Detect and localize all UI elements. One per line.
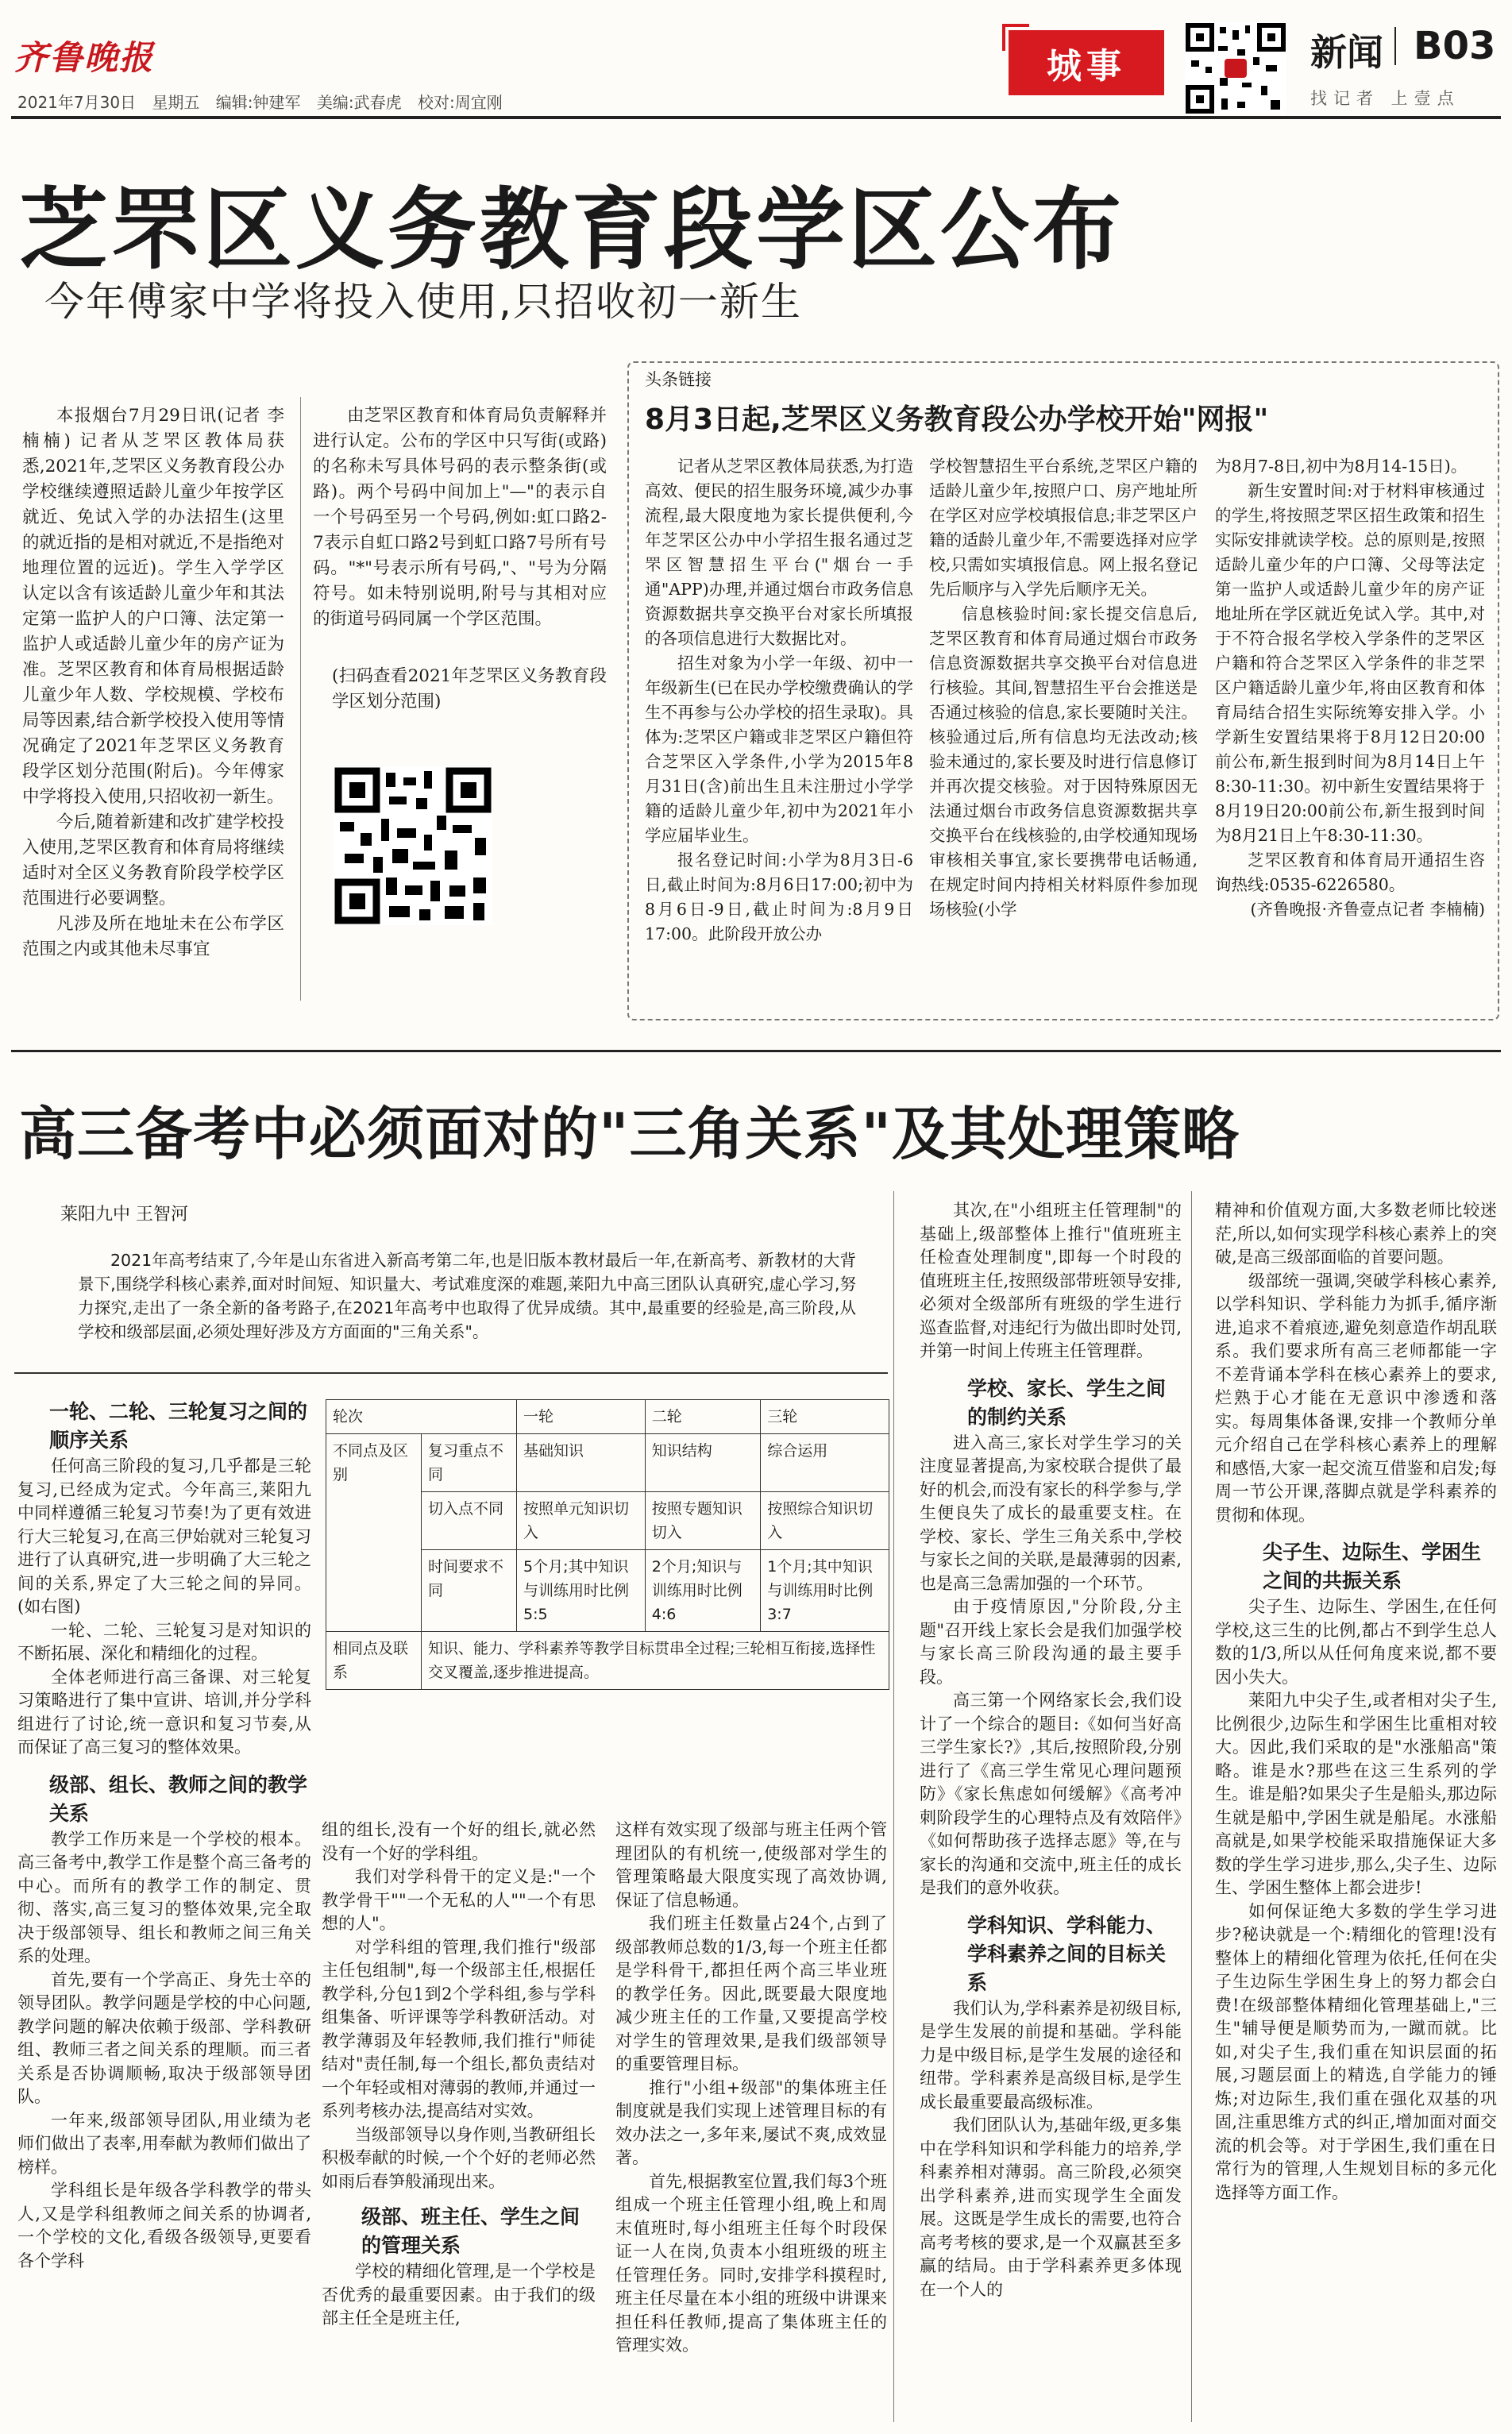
- review-rounds-table: [326, 1399, 889, 1690]
- table-cell: 轮次: [326, 1400, 517, 1434]
- sidebar-column-1: [645, 454, 913, 947]
- issue-date: 2021年7月30日: [17, 93, 137, 112]
- sidebar-paragraph: 记者从芝罘区教体局获悉,为打造高效、便民的招生服务环境,减少办事流程,最大限度地为家长提供便利,今年芝罘区公办中小学招生报名通过芝罘区智慧招生平台("烟台一手通"APP)办理,并通过烟台市政务信息资源数据共享交换平台对家长所填报的各项信息进行大数据比对。: [645, 457, 913, 648]
- article2-paragraph: 推行"小组+级部"的集体班主任制度就是我们实现上述管理目标的有效办法之一,多年来,屡试不爽,成效显著。: [615, 2077, 887, 2167]
- section-rule: [11, 1050, 1501, 1052]
- article2-paragraph: 高三第一个网络家长会,我们设计了一个综合的题目:《如何当好高三学生家长?》,其后,按照阶段,分别进行了《高三学生常见心理问题预防》《家长焦虑如何缓解》《高考冲刺阶段学生的心理特点及有效陪伴》《如何帮助孩子选择志愿》等,在与家长的沟通和交流中,班主任的成长是我们的意外收获。: [920, 1691, 1182, 1897]
- article2-intro-text: 2021年高考结束了,今年是山东省进入新高考第二年,也是旧版本教材最后一年,在新高考、新教材的大背景下,围绕学科核心素养,面对时间短、知识量大、考试难度深的难题,莱阳九中高三团队认真研究,虚心学习,努力探究,走出了一条全新的备考路子,在2021年高考中也取得了优异成绩。其中,最重要的经验是,高三阶段,从学校和级部层面,必须处理好涉及方方面面的"三角关系"。: [78, 1251, 856, 1341]
- masthead-rule: [11, 116, 1501, 119]
- article2-paragraph: 精神和价值观方面,大多数老师比较迷茫,所以,如何实现学科核心素养上的突破,是高三级部面临的首要问题。: [1215, 1201, 1497, 1267]
- article2-intro: [78, 1248, 856, 1344]
- article2-column-1: [17, 1398, 311, 2273]
- qr-code-icon: [334, 766, 492, 925]
- article1-paragraph: 由芝罘区教育和体育局负责解释并进行认定。公布的学区中只写街(或路)的名称未写具体号码的表示整条街(或路)。两个号码中间加上"—"的表示自一个号码至另一个号码,例如:虹口路2-7表示自虹口路2号到虹口路7号所有号码。"*"号表示所有号码,"、"号为分隔符号。如未特别说明,附号与其相对应的街道号码同属一个学区范围。: [313, 406, 607, 629]
- table-cell: 按照专题知识切入: [645, 1492, 760, 1550]
- qr-caption: (扫码查看2021年芝罘区义务教育段学区划分范围): [332, 666, 607, 712]
- article2-paragraph: 一年来,级部领导团队,用业绩为老师们做出了表率,用奉献为教师们做出了榜样。: [17, 2110, 311, 2177]
- page-number: B03: [1414, 24, 1496, 68]
- article2-paragraph: 学校的精细化管理,是一个学校是否优秀的最重要因素。由于我们的级部主任全是班主任,: [322, 2262, 596, 2328]
- header-divider: [1394, 27, 1396, 65]
- table-cell: 时间要求不同: [422, 1550, 517, 1632]
- article2-paragraph: 莱阳九中尖子生,或者相对尖子生,比例很少,边际生和学困生比重相对较大。因此,我们采取的是"水涨船高"策略。谁是水?那些在这三生系列的学生。谁是船?如果尖子生是船头,那边际生就是船中,学困生就是船尾。水涨船高就是,如果学校能采取措施保证大多数的学生学习进步,那么,尖子生、边际生、学困生整体上都会进步!: [1215, 1691, 1497, 1897]
- designer-credit: 美编:武春虎: [316, 93, 402, 112]
- table-cell: 综合运用: [761, 1434, 889, 1492]
- table-cell: 按照单元知识切入: [517, 1492, 646, 1550]
- article2-author: 莱阳九中 王智河: [60, 1205, 188, 1225]
- article2-paragraph: 这样有效实现了级部与班主任两个管理团队的有机统一,使级部对学生的管理策略最大限度实现了高效协调,保证了信息畅通。: [615, 1820, 887, 1910]
- article2-paragraph: 如何保证绝大多数的学生学习进步?秘诀就是一个:精细化的管理!没有整体上的精细化管理为依托,任何在尖子生边际生学困生身上的努力都会白费!在级部整体精细化管理基础上,"三生"辅导便是顺势而为,一蹴而就。比如,对尖子生,我们重在知识层面的拓展,习题层面上的精选,自学能力的锤炼;对边际生,我们重在强化双基的巩固,注重思维方式的纠正,增加面对面交流的机会等。对于学困生,我们重在日常行为的管理,人生规划目标的多元化选择等方面工作。: [1215, 1901, 1497, 2202]
- article1-headline: 芝罘区义务教育段学区公布: [19, 179, 1124, 282]
- article2-subhead: 级部、组长、教师之间的教学关系: [49, 1772, 308, 1825]
- article2-paragraph: 由于疫情原因,"分阶段,分主题"召开线上家长会是我们加强学校与家长高三阶段沟通的最主要手段。: [920, 1597, 1182, 1687]
- column-divider: [300, 397, 301, 1001]
- issue-weekday: 星期五: [152, 93, 200, 112]
- article2-paragraph: 当级部领导以身作则,当教研组长积极奉献的时候,一个个好的老师必然如雨后春笋般涌现出来。: [322, 2124, 596, 2191]
- sidebar-paragraph: 招生对象为小学一年级、初中一年级新生(已在民办学校缴费确认的学生不再参与公办学校的招生录取)。具体为:芝罘区户籍或非芝罘区户籍但符合芝罘区入学条件,小学为2015年8月31日(含)前出生且未注册过小学学籍的适龄儿童少年,初中为2021年小学应届毕业生。: [645, 654, 913, 845]
- qr-code-icon: [1185, 22, 1286, 114]
- article2-paragraph: 我们对学科骨干的定义是:"一个教学骨干""一个无私的人""一个有思想的人"。: [322, 1867, 596, 1933]
- table-cell: 2个月;知识与训练用时比例4:6: [645, 1550, 760, 1632]
- sidebar-tag: 头条链接: [642, 367, 715, 391]
- article2-paragraph: 尖子生、边际生、学困生,在任何学校,这三生的比例,都占不到学生总人数的1/3,所以从任何角度来说,都不要因小失大。: [1215, 1597, 1497, 1687]
- intro-rule: [14, 1372, 888, 1374]
- article2-column-2: [322, 1819, 596, 2331]
- column-divider: [1191, 1191, 1192, 2422]
- sidebar-column-2: [929, 454, 1198, 922]
- sidebar-paragraph: 为8月7-8日,初中为8月14-15日)。: [1215, 457, 1468, 476]
- article2-paragraph: 其次,在"小组班主任管理制"的基础上,级部整体上推行"值班班主任检查处理制度",即每一个时段的值班班主任,按照级部带班领导安排,必须对全级部所有班级的学生进行巡查监督,对违纪行为做出即时处罚,并第一时间上传班主任管理群。: [920, 1201, 1182, 1360]
- table-cell: 1个月;其中知识与训练用时比例3:7: [761, 1550, 889, 1632]
- article2-paragraph: 任何高三阶段的复习,几乎都是三轮复习,已经成为定式。今年高三,莱阳九中同样遵循三轮复习节奏!为了更有效进行大三轮复习,在高三伊始就对三轮复习进行了认真研究,进一步明确了大三轮之间的关系,界定了大三轮之间的异同。(如右图): [17, 1456, 311, 1616]
- sidebar-column-3: [1215, 454, 1485, 922]
- issue-meta: [17, 90, 514, 113]
- table-row: [326, 1434, 889, 1492]
- article1-subheadline: 今年傅家中学将投入使用,只招收初一新生: [44, 279, 802, 325]
- article2-subhead: 学校、家长、学生之间的制约关系: [967, 1376, 1167, 1429]
- article2-paragraph: 我们团队认为,基础年级,更多集中在学科知识和学科能力的培养,学科素养相对薄弱。高三阶段,必须突出学科素养,进而实现学生全面发展。这既是学生成长的需要,也符合高考考核的要求,是一个双赢甚至多赢的结局。由于学科素养更多体现在一个人的: [920, 2116, 1182, 2299]
- newspaper-logo: 齐鲁晚报: [14, 38, 155, 77]
- table-header-row: [326, 1400, 889, 1434]
- sidebar-paragraph: 新生安置时间:对于材料审核通过的学生,将按照芝罘区招生政策和招生实际安排就读学校。总的原则是,按照适龄儿童少年的户口簿、父母等法定第一监护人或适龄儿童少年的房产证地址所在学区就近免试入学。其中,对于不符合报名学校入学条件的芝罘区户籍和符合芝罘区入学条件的非芝罘区户籍适龄儿童少年,将由区教育和体育局结合招生实际统筹安排入学。小学新生安置结果将于8月12日20:00前公布,新生报到时间为8月14日上午8:30-11:30。初中新生安置结果将于8月19日20:00前公布,新生报到时间为8月21日上午8:30-11:30。: [1215, 481, 1485, 845]
- article2-paragraph: 我们认为,学科素养是初级目标,是学生发展的前提和基础。学科能力是中级目标,是学生发展的途径和纽带。学科素养是高级目标,是学生成长最重要最高级标准。: [920, 1998, 1182, 2112]
- table-cell: 切入点不同: [422, 1492, 517, 1550]
- article2-paragraph: 一轮、二轮、三轮复习是对知识的不断拓展、深化和精细化的过程。: [17, 1620, 311, 1663]
- table-cell: 三轮: [761, 1400, 889, 1434]
- sidebar-paragraph: 学校智慧招生平台系统,芝罘区户籍的适龄儿童少年,按照户口、房产地址所在学区对应学校填报信息;非芝罘区户籍的适龄儿童少年,不需要选择对应学校,只需如实填报信息。网上报名登记先后顺序与入学先后顺序无关。: [929, 457, 1198, 599]
- proofreader-credit: 校对:周宜刚: [418, 93, 503, 112]
- article2-headline: 高三备考中必须面对的"三角关系"及其处理策略: [19, 1101, 1240, 1167]
- table-cell: 复习重点不同: [422, 1434, 517, 1492]
- sidebar-paragraph: 芝罘区教育和体育局开通招生咨询热线:0535-6226580。: [1215, 851, 1485, 894]
- article2-paragraph: 进入高三,家长对学生学习的关注度显著提高,为家校联合提供了最好的机会,而没有家长的科学参与,学生便良失了成长的最重要支柱。在学校、家长、学生三角关系中,学校与家长之间的关联,是最薄弱的因素,也是高三急需加强的一个环节。: [920, 1433, 1182, 1593]
- editor-credit: 编辑:钟建军: [215, 93, 301, 112]
- article2-paragraph: 对学科组的管理,我们推行"级部主任包组制",每一个级部主任,根据任教学科,分包1到2个学科组,参与学科组集备、听评课等学科教研活动。对教学薄弱及年轻教师,我们推行"师徒结对"责任制,每一个组长,都负责结对一个年轻或相对薄弱的教师,并通过一系列考核办法,提高结对实效。: [322, 1937, 596, 2120]
- article1-column-2: [313, 403, 607, 715]
- table-cell: 一轮: [517, 1400, 646, 1434]
- article2-subhead: 级部、班主任、学生之间的管理关系: [361, 2205, 580, 2257]
- section-tag: 城事: [1009, 30, 1164, 95]
- table-cell: 不同点及区别: [326, 1434, 422, 1632]
- table-row: [326, 1632, 889, 1690]
- sidebar-paragraph: 信息核验时间:家长提交信息后,芝罘区教育和体育局通过烟台市政务信息资源数据共享交换平台对信息进行核验。其间,智慧招生平台会推送是否通过核验的信息,家长要随时关注。核验通过后,所有信息均无法改动;核验未通过的,家长要及时进行信息修订并再次提交核验。对于因特殊原因无法通过烟台市政务信息资源数据共享交换平台在线核验的,由学校通知现场审核相关事宜,家长要携带电话畅通,在规定时间内持相关材料原件参加现场核验(小学: [929, 604, 1198, 919]
- slogan: 找记者 上壹点: [1310, 89, 1460, 108]
- category-label: 新闻: [1310, 31, 1383, 74]
- sidebar-headline: 8月3日起,芝罘区义务教育段公办学校开始"网报": [645, 403, 1269, 436]
- article2-paragraph: 首先,根据教室位置,我们每3个班组成一个班主任管理小组,晚上和周末值班时,每小组班主任每个时段保证一人在岗,负责本小组班级的班主任管理任务。同时,安排学科摸程时,班主任尽量在本小组的班级中讲课来担任科任教师,提高了集体班主任的管理实效。: [615, 2171, 887, 2355]
- table-cell: 相同点及联系: [326, 1632, 422, 1690]
- table-cell: 知识、能力、学科素养等教学目标贯串全过程;三轮相互衔接,选择性交叉覆盖,逐步推进提高。: [422, 1632, 889, 1690]
- article2-paragraph: 学科组长是年级各学科教学的带头人,又是学科组教师之间关系的协调者,一个学校的文化,看级各级领导,更要看各个学科: [17, 2181, 311, 2270]
- article1-column-1: [22, 403, 284, 962]
- article2-subhead: 一轮、二轮、三轮复习之间的顺序关系: [49, 1400, 308, 1452]
- article2-column-5: [1215, 1199, 1497, 2204]
- article2-paragraph: 我们班主任数量占24个,占到了级部教师总数的1/3,每一个班主任都是学科骨干,都担任两个高三毕业班的教学任务。因此,既要最大限度地减少班主任的工作量,又要提高学校对学生的管理效果,是我们级部领导的重要管理目标。: [615, 1914, 887, 2073]
- article2-paragraph: 全体老师进行高三备课、对三轮复习策略进行了集中宣讲、培训,并分学科组进行了讨论,统一意识和复习节奏,从而保证了高三复习的整体效果。: [17, 1667, 311, 1757]
- table-cell: 知识结构: [645, 1434, 760, 1492]
- table-cell: 基础知识: [517, 1434, 646, 1492]
- article2-paragraph: 组的组长,没有一个好的组长,就必然没有一个好的学科组。: [322, 1820, 596, 1863]
- sidebar-paragraph: 报名登记时间:小学为8月3日-6日,截止时间为:8月6日17:00;初中为8月6日-9日,截止时间为:8月9日17:00。此阶段开放公办: [645, 851, 913, 943]
- table-cell: 5个月;其中知识与训练用时比例5:5: [517, 1550, 646, 1632]
- column-divider: [893, 1191, 894, 2422]
- article1-paragraph: 凡涉及所在地址未在公布学区范围之内或其他未尽事宜: [22, 914, 284, 959]
- article2-subhead: 学科知识、学科能力、学科素养之间的目标关系: [967, 1913, 1167, 1994]
- article2-paragraph: 级部统一强调,突破学科核心素养,以学科知识、学科能力为抓手,循序渐进,追求不着痕迹,避免刻意造作胡乱联系。我们要求所有高三老师都能一字不差背诵本学科在核心素养上的要求,烂熟于心才能在无意识中渗透和落实。每周集体备课,安排一个教师分单元介绍自己在学科核心素养上的理解和感悟,大家一起交流互借鉴和启发;每周一节公开课,落脚点就是学科素养的贯彻和体现。: [1215, 1271, 1497, 1525]
- article1-paragraph: 今后,随着新建和改扩建学校投入使用,芝罘区教育和体育局将继续适时对全区义务教育阶段学校学区范围进行必要调整。: [22, 812, 284, 908]
- article2-column-4: [920, 1199, 1182, 2301]
- table-cell: 按照综合知识切入: [761, 1492, 889, 1550]
- article2-column-3: [615, 1819, 887, 2358]
- table-cell: 二轮: [645, 1400, 760, 1434]
- sidebar-signature: (齐鲁晚报·齐鲁壹点记者 李楠楠): [1250, 900, 1485, 919]
- article2-paragraph: 教学工作历来是一个学校的根本。高三备考中,教学工作是整个高三备考的中心。而所有的教学工作的制定、贯彻、落实,高三复习的整体效果,完全取决于级部领导、组长和教师之间三角关系的处理。: [17, 1829, 311, 1965]
- article2-subhead: 尖子生、边际生、学困生之间的共振关系: [1263, 1541, 1482, 1592]
- article1-paragraph: 本报烟台7月29日讯(记者 李楠楠) 记者从芝罘区教体局获悉,2021年,芝罘区义务教育段公办学校继续遵照适龄儿童少年按学区就近、免试入学的办法招生(这里的就近指的是相对就近,不是指绝对地理位置的远近)。学生入学学区认定以含有该适龄儿童少年和其法定第一监护人的户口簿、法定第一监护人或适龄儿童少年的房产证为准。芝罘区教育和体育局根据适龄儿童少年人数、学校规模、学校布局等因素,结合新学校投入使用等情况确定了2021年芝罘区义务教育段学区划分范围(附后)。今年傅家中学将投入使用,只招收初一新生。: [22, 406, 284, 807]
- article2-paragraph: 首先,要有一个学高正、身先士卒的领导团队。教学问题是学校的中心问题,教学问题的解决依赖于级部、学科教研组、教师三者之间关系的理顺。而三者关系是否协调顺畅,取决于级部领导团队。: [17, 1969, 311, 2106]
